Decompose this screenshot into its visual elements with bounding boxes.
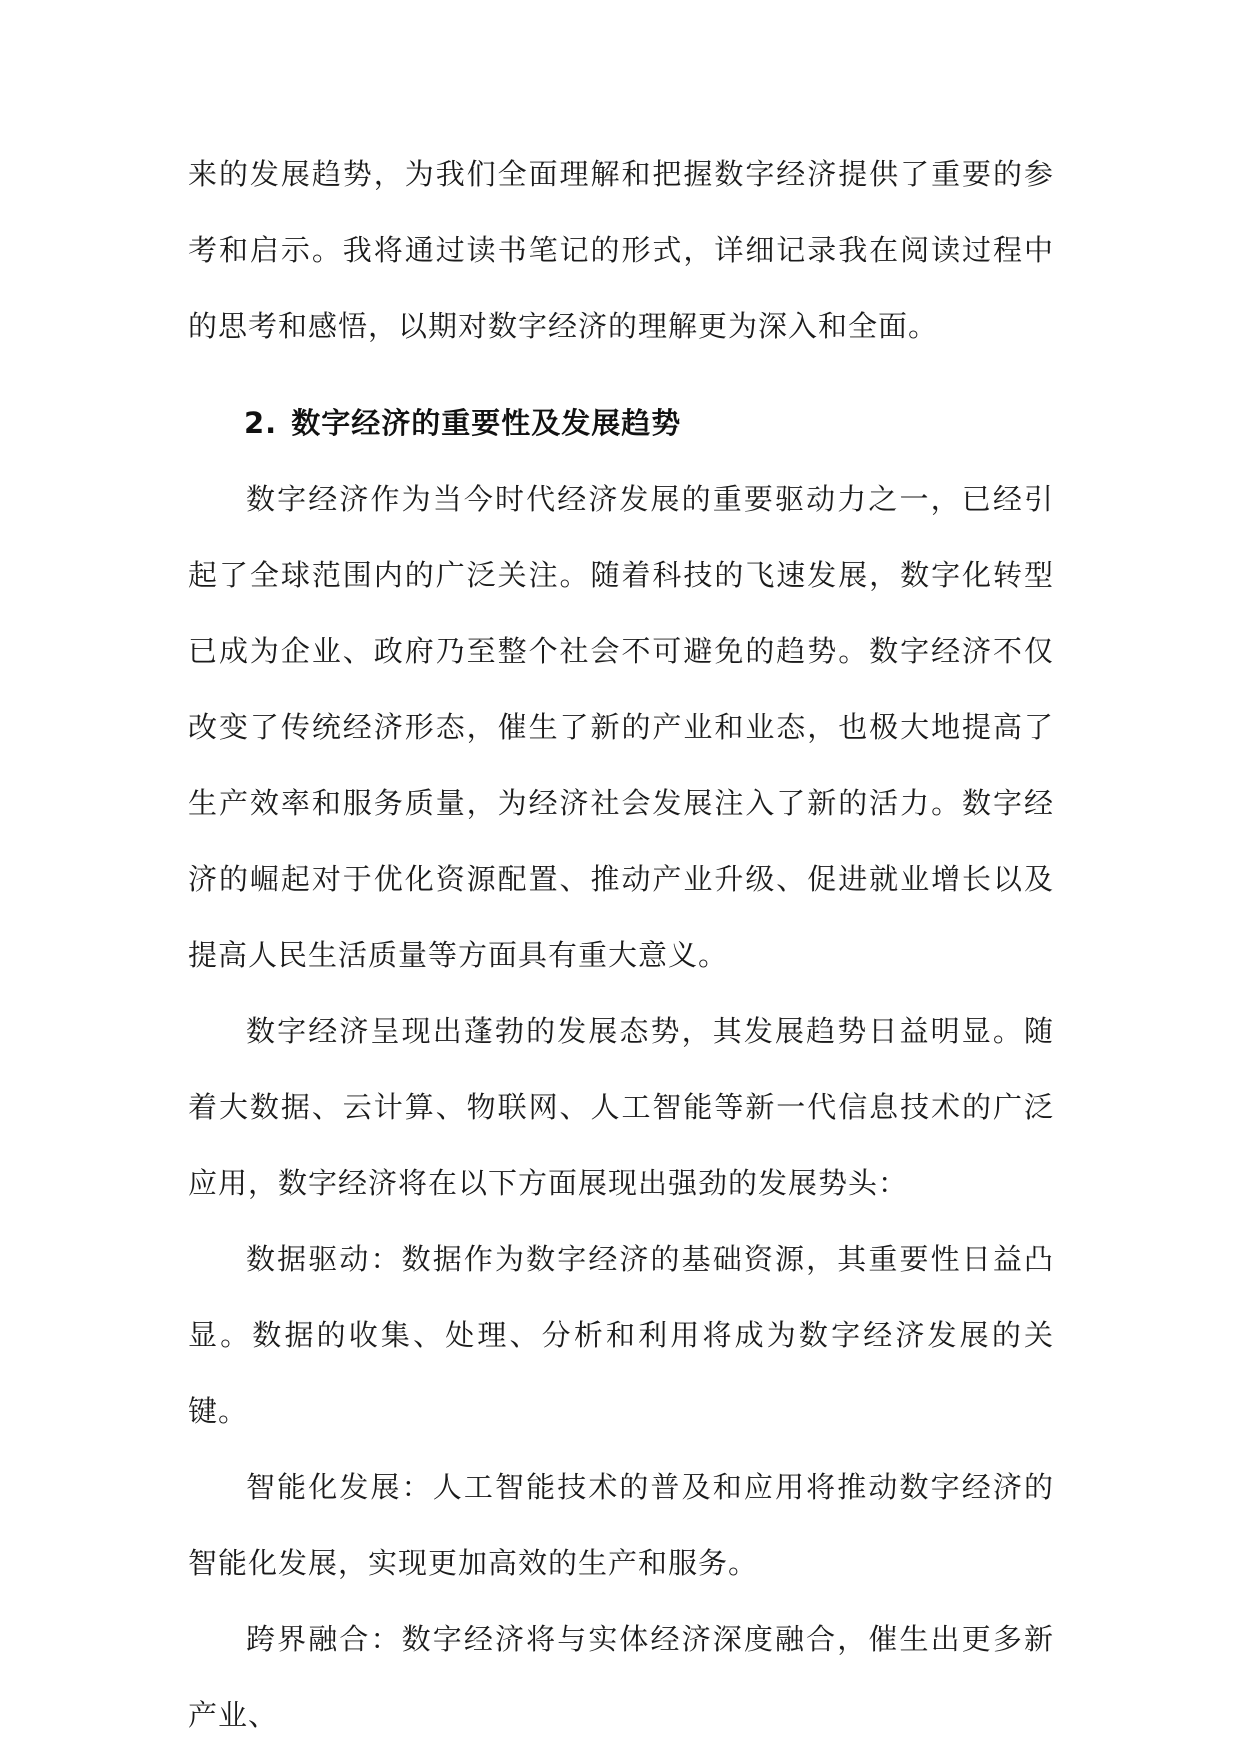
body-paragraph-data-driven: 数据驱动：数据作为数字经济的基础资源，其重要性日益凸显。数据的收集、处理、分析和利用将成为数字经济发展的关键。 xyxy=(188,1242,1054,1428)
section-number: 2. xyxy=(244,406,278,440)
body-paragraph-importance: 数字经济作为当今时代经济发展的重要驱动力之一，已经引起了全球范围内的广泛关注。随着科技的飞速发展，数字化转型已成为企业、政府乃至整个社会不可避免的趋势。数字经济不仅改变了传统经济形态，催生了新的产业和业态，也极大地提高了生产效率和服务质量，为经济社会发展注入了新的活力。数字经济的崛起对于优化资源配置、推动产业升级、促进就业增长以及提高人民生活质量等方面具有重大意义。 xyxy=(188,482,1054,972)
section-title: 数字经济的重要性及发展趋势 xyxy=(291,406,682,440)
intro-paragraph: 来的发展趋势，为我们全面理解和把握数字经济提供了重要的参考和启示。我将通过读书笔记的形式，详细记录我在阅读过程中的思考和感悟，以期对数字经济的理解更为深入和全面。 xyxy=(188,157,1054,343)
body-paragraph-trends: 数字经济呈现出蓬勃的发展态势，其发展趋势日益明显。随着大数据、云计算、物联网、人工智能等新一代信息技术的广泛应用，数字经济将在以下方面展现出强劲的发展势头： xyxy=(188,1014,1054,1200)
body-paragraph-intelligent: 智能化发展：人工智能技术的普及和应用将推动数字经济的智能化发展，实现更加高效的生产和服务。 xyxy=(188,1470,1054,1580)
document-body xyxy=(188,136,1054,1753)
section-heading xyxy=(188,385,1054,461)
body-paragraph-cross-border: 跨界融合：数字经济将与实体经济深度融合，催生出更多新产业、 xyxy=(188,1622,1054,1732)
